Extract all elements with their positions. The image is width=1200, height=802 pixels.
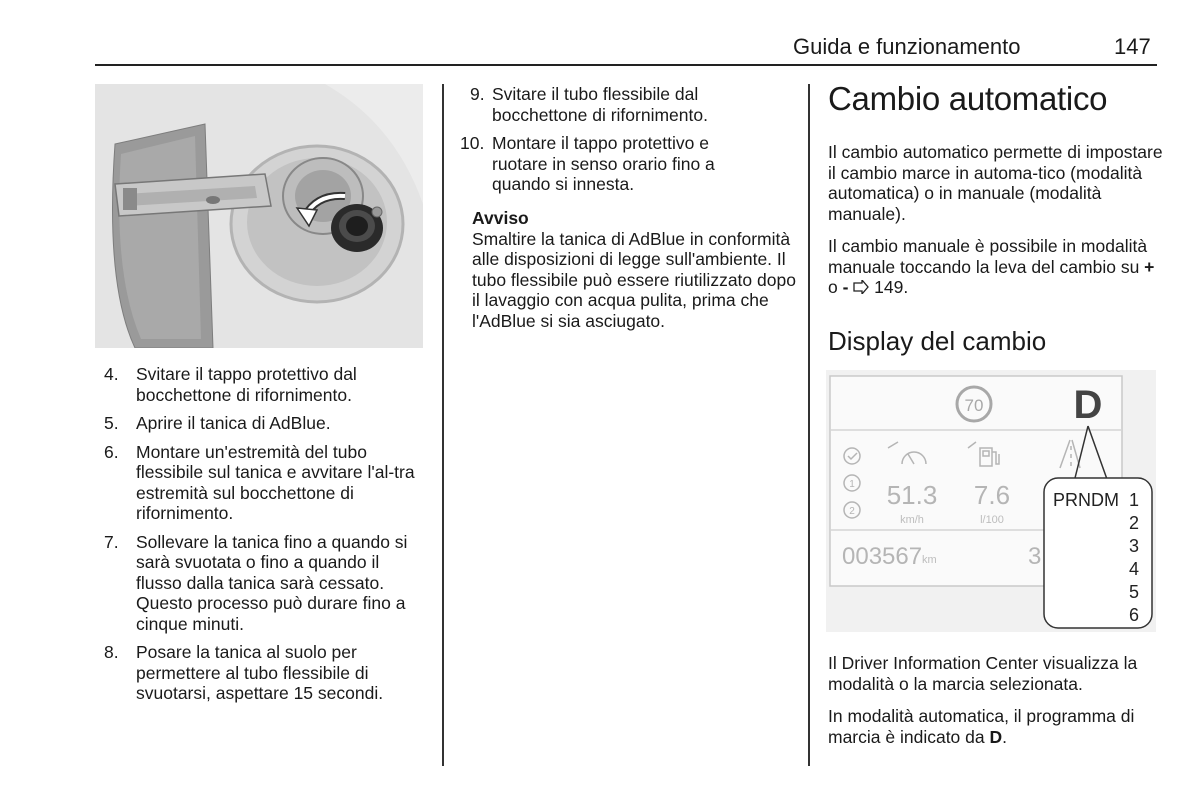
gear-display-illustration bbox=[826, 370, 1156, 632]
page-number: 147 bbox=[1114, 34, 1151, 59]
list-item: 10. Montare il tappo protettivo e ruotare in senso orario fino a quando si innesta. bbox=[460, 133, 715, 194]
steps-list-middle bbox=[460, 84, 768, 203]
steps-list-left bbox=[104, 364, 426, 712]
list-item: 6. Montare un'estremità del tubo flessibile sul tanica e avvitare l'al-tra estremità sul bocchettone di rifornimento. bbox=[104, 441, 415, 523]
odometer-unit: km bbox=[922, 554, 937, 566]
callout-gear: 3 bbox=[1128, 536, 1139, 556]
running-header-title: Guida e funzionamento bbox=[793, 34, 1021, 59]
average-speed-value: 51.3 bbox=[886, 480, 938, 510]
odometer-value: 003567 bbox=[842, 543, 923, 570]
notice-text: Smaltire la tanica di AdBlue in conformità alle disposizioni di legge sull'ambiente. Il tubo flessibile può essere riutilizzato dopo il lavaggio con acqua pulita, prima che l'AdBlue si sia asciugato. bbox=[472, 228, 796, 331]
page-reference-icon bbox=[853, 277, 869, 297]
average-speed-unit: km/h bbox=[900, 514, 924, 526]
callout-modes: PRNDM bbox=[1053, 490, 1119, 510]
speed-limit-value: 70 bbox=[964, 396, 984, 415]
callout-gear: 2 bbox=[1128, 513, 1139, 533]
column-divider-left bbox=[442, 84, 444, 766]
column-divider-right bbox=[808, 84, 810, 766]
dic-paragraph: Il Driver Information Center visualizza la modalità o la marcia selezionata. bbox=[828, 653, 1138, 694]
manual-mode-paragraph: Il cambio manuale è possibile in modalità manuale toccando la leva del cambio su + o - 149. bbox=[828, 236, 1155, 297]
adblue-filler-illustration bbox=[95, 84, 423, 348]
list-item: 7. Sollevare la tanica fino a quando si sarà svuotata o fino a quando il flusso dalla tanica sarà cessato. Questo processo può durare fino a cinque minuti. bbox=[104, 531, 408, 634]
notice-box bbox=[472, 208, 802, 331]
trip-value-partial: 3 bbox=[1028, 543, 1042, 570]
gear-indicator: D bbox=[1073, 383, 1103, 427]
adblue-filler-photo bbox=[95, 84, 423, 348]
list-item: 9. Svitare il tubo flessibile dal bocchettone di rifornimento. bbox=[470, 84, 708, 125]
header-rule bbox=[95, 64, 1157, 66]
consumption-value: 7.6 bbox=[973, 480, 1011, 510]
trip-1-label: 1 bbox=[849, 479, 855, 490]
consumption-unit: l/100 bbox=[980, 514, 1004, 526]
subsection-title: Display del cambio bbox=[828, 326, 1047, 356]
list-item: 8. Posare la tanica al suolo per permettere al tubo flessibile di svuotarsi, aspettare 15 secondi. bbox=[104, 642, 384, 703]
callout-gear: 4 bbox=[1128, 559, 1139, 579]
notice-title: Avviso bbox=[472, 208, 529, 228]
section-title: Cambio automatico bbox=[828, 80, 1108, 117]
list-item: 4. Svitare il tappo protettivo dal bocchettone di rifornimento. bbox=[104, 364, 357, 405]
callout-gear: 6 bbox=[1128, 605, 1139, 625]
intro-paragraph: Il cambio automatico permette di impostare il cambio marce in automa-tico (modalità automatica) o in manuale (modalità manuale). bbox=[828, 142, 1163, 224]
automatic-mode-paragraph: In modalità automatica, il programma di marcia è indicato da D. bbox=[828, 706, 1135, 747]
trip-2-label: 2 bbox=[849, 506, 855, 517]
callout-gear: 5 bbox=[1128, 582, 1139, 602]
list-item: 5. Aprire il tanica di AdBlue. bbox=[104, 413, 331, 433]
callout-gear: 1 bbox=[1128, 490, 1139, 510]
page-reference-link[interactable]: 149. bbox=[869, 277, 909, 297]
